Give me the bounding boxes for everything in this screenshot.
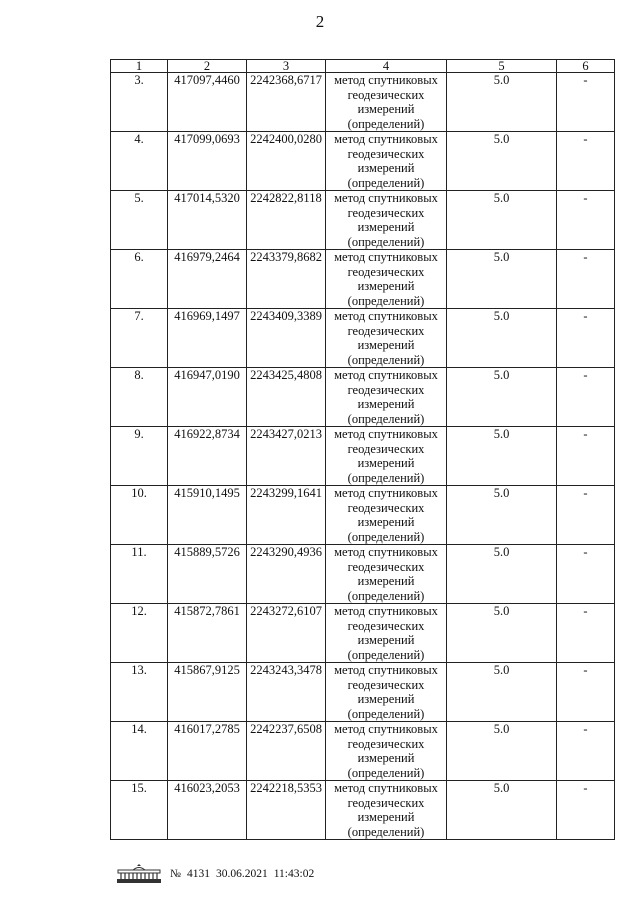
- method-cell: метод спутниковых геодезических измерений (определений): [326, 486, 447, 545]
- x-coordinate-cell: 416922,8734: [168, 427, 247, 486]
- note-cell: -: [557, 604, 615, 663]
- table-row: [111, 368, 615, 427]
- point-number-cell: 7.: [111, 309, 168, 368]
- x-coordinate-cell: 416979,2464: [168, 250, 247, 309]
- point-number-cell: 10.: [111, 486, 168, 545]
- note-cell: -: [557, 663, 615, 722]
- y-coordinate-cell: 2243290,4936: [247, 545, 326, 604]
- y-coordinate-cell: 2243272,6107: [247, 604, 326, 663]
- x-coordinate-cell: 417097,4460: [168, 73, 247, 132]
- y-coordinate-cell: 2243379,8682: [247, 250, 326, 309]
- registration-number: 4131: [186, 868, 210, 880]
- method-cell: метод спутниковых геодезических измерений (определений): [326, 132, 447, 191]
- x-coordinate-cell: 415889,5726: [168, 545, 247, 604]
- method-cell: метод спутниковых геодезических измерений (определений): [326, 250, 447, 309]
- accuracy-cell: 5.0: [447, 191, 557, 250]
- point-number-cell: 4.: [111, 132, 168, 191]
- table-row: [111, 486, 615, 545]
- method-cell: метод спутниковых геодезических измерений (определений): [326, 545, 447, 604]
- note-cell: -: [557, 73, 615, 132]
- header-col-5: 5: [447, 60, 557, 73]
- table-row: [111, 73, 615, 132]
- x-coordinate-cell: 417014,5320: [168, 191, 247, 250]
- method-cell: метод спутниковых геодезических измерений (определений): [326, 309, 447, 368]
- point-number-cell: 13.: [111, 663, 168, 722]
- note-cell: -: [557, 309, 615, 368]
- table-row: [111, 722, 615, 781]
- accuracy-cell: 5.0: [447, 132, 557, 191]
- header-col-6: 6: [557, 60, 615, 73]
- header-col-4: 4: [326, 60, 447, 73]
- accuracy-cell: 5.0: [447, 73, 557, 132]
- point-number-cell: 6.: [111, 250, 168, 309]
- table-row: [111, 309, 615, 368]
- method-cell: метод спутниковых геодезических измерений (определений): [326, 663, 447, 722]
- registration-number-sign: №: [170, 868, 181, 880]
- y-coordinate-cell: 2242218,5353: [247, 781, 326, 840]
- accuracy-cell: 5.0: [447, 781, 557, 840]
- document-footer: [116, 864, 314, 884]
- x-coordinate-cell: 416017,2785: [168, 722, 247, 781]
- x-coordinate-cell: 415872,7861: [168, 604, 247, 663]
- method-cell: метод спутниковых геодезических измерений (определений): [326, 368, 447, 427]
- table-row: [111, 250, 615, 309]
- table-row: [111, 132, 615, 191]
- header-row: [111, 60, 615, 73]
- method-cell: метод спутниковых геодезических измерений (определений): [326, 73, 447, 132]
- x-coordinate-cell: 417099,0693: [168, 132, 247, 191]
- registration-stamp: [170, 868, 314, 880]
- y-coordinate-cell: 2243299,1641: [247, 486, 326, 545]
- point-number-cell: 11.: [111, 545, 168, 604]
- y-coordinate-cell: 2242368,6717: [247, 73, 326, 132]
- table-row: [111, 545, 615, 604]
- table-header: [111, 60, 615, 73]
- y-coordinate-cell: 2242237,6508: [247, 722, 326, 781]
- table-row: [111, 663, 615, 722]
- method-cell: метод спутниковых геодезических измерений (определений): [326, 781, 447, 840]
- accuracy-cell: 5.0: [447, 486, 557, 545]
- note-cell: -: [557, 486, 615, 545]
- method-cell: метод спутниковых геодезических измерений (определений): [326, 604, 447, 663]
- method-cell: метод спутниковых геодезических измерений (определений): [326, 191, 447, 250]
- accuracy-cell: 5.0: [447, 309, 557, 368]
- coordinates-table: [110, 59, 615, 840]
- point-number-cell: 8.: [111, 368, 168, 427]
- y-coordinate-cell: 2242400,0280: [247, 132, 326, 191]
- accuracy-cell: 5.0: [447, 427, 557, 486]
- x-coordinate-cell: 415867,9125: [168, 663, 247, 722]
- point-number-cell: 12.: [111, 604, 168, 663]
- point-number-cell: 3.: [111, 73, 168, 132]
- note-cell: -: [557, 132, 615, 191]
- header-col-2: 2: [168, 60, 247, 73]
- accuracy-cell: 5.0: [447, 722, 557, 781]
- point-number-cell: 5.: [111, 191, 168, 250]
- note-cell: -: [557, 545, 615, 604]
- accuracy-cell: 5.0: [447, 250, 557, 309]
- table-row: [111, 781, 615, 840]
- table-body: [111, 73, 615, 840]
- y-coordinate-cell: 2243425,4808: [247, 368, 326, 427]
- accuracy-cell: 5.0: [447, 545, 557, 604]
- accuracy-cell: 5.0: [447, 604, 557, 663]
- registration-date: 30.06.2021: [215, 868, 268, 880]
- table-row: [111, 427, 615, 486]
- x-coordinate-cell: 416023,2053: [168, 781, 247, 840]
- header-col-1: 1: [111, 60, 168, 73]
- note-cell: -: [557, 722, 615, 781]
- point-number-cell: 15.: [111, 781, 168, 840]
- accuracy-cell: 5.0: [447, 663, 557, 722]
- note-cell: -: [557, 250, 615, 309]
- point-number-cell: 9.: [111, 427, 168, 486]
- method-cell: метод спутниковых геодезических измерений (определений): [326, 427, 447, 486]
- x-coordinate-cell: 415910,1495: [168, 486, 247, 545]
- page-number: 2: [315, 12, 325, 31]
- y-coordinate-cell: 2243243,3478: [247, 663, 326, 722]
- note-cell: -: [557, 427, 615, 486]
- y-coordinate-cell: 2243409,3389: [247, 309, 326, 368]
- building-stamp-icon: [116, 864, 162, 884]
- point-number-cell: 14.: [111, 722, 168, 781]
- y-coordinate-cell: 2242822,8118: [247, 191, 326, 250]
- accuracy-cell: 5.0: [447, 368, 557, 427]
- table-row: [111, 191, 615, 250]
- header-col-3: 3: [247, 60, 326, 73]
- note-cell: -: [557, 368, 615, 427]
- x-coordinate-cell: 416947,0190: [168, 368, 247, 427]
- note-cell: -: [557, 191, 615, 250]
- registration-time: 11:43:02: [273, 868, 315, 880]
- y-coordinate-cell: 2243427,0213: [247, 427, 326, 486]
- table-row: [111, 604, 615, 663]
- x-coordinate-cell: 416969,1497: [168, 309, 247, 368]
- method-cell: метод спутниковых геодезических измерений (определений): [326, 722, 447, 781]
- note-cell: -: [557, 781, 615, 840]
